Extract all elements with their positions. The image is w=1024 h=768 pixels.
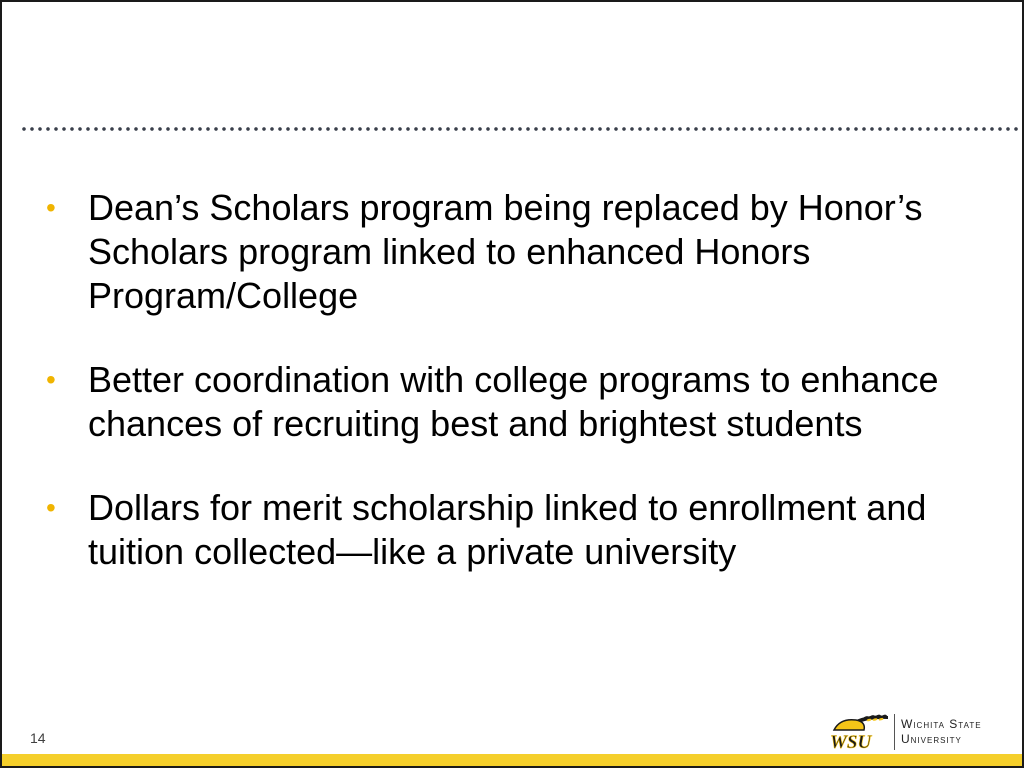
bullet-icon: • — [46, 364, 56, 395]
logo-divider — [894, 714, 895, 750]
logo-wordmark — [901, 717, 982, 747]
bullet-list — [46, 186, 986, 614]
bullet-text: Dollars for merit scholarship linked to enrollment and tuition collected—like a private university — [88, 487, 927, 572]
dotted-divider — [20, 126, 1022, 132]
bullet-icon: • — [46, 492, 56, 523]
bullet-item — [46, 486, 986, 574]
bullet-item — [46, 186, 986, 318]
logo-mark-text: WSU — [830, 732, 872, 753]
wsu-shocker-logo-icon — [826, 710, 890, 754]
bullet-item — [46, 358, 986, 446]
bullet-text: Better coordination with college programs to enhance chances of recruiting best and brightest students — [88, 359, 939, 444]
bullet-icon: • — [46, 192, 56, 223]
university-logo — [826, 710, 994, 754]
logo-line-1: Wichita State — [901, 717, 982, 731]
page-number: 14 — [30, 730, 46, 746]
footer-accent-bar — [2, 754, 1022, 766]
logo-line-2: University — [901, 732, 962, 746]
bullet-text: Dean’s Scholars program being replaced by Honor’s Scholars program linked to enhanced Honors Program/College — [88, 187, 923, 316]
